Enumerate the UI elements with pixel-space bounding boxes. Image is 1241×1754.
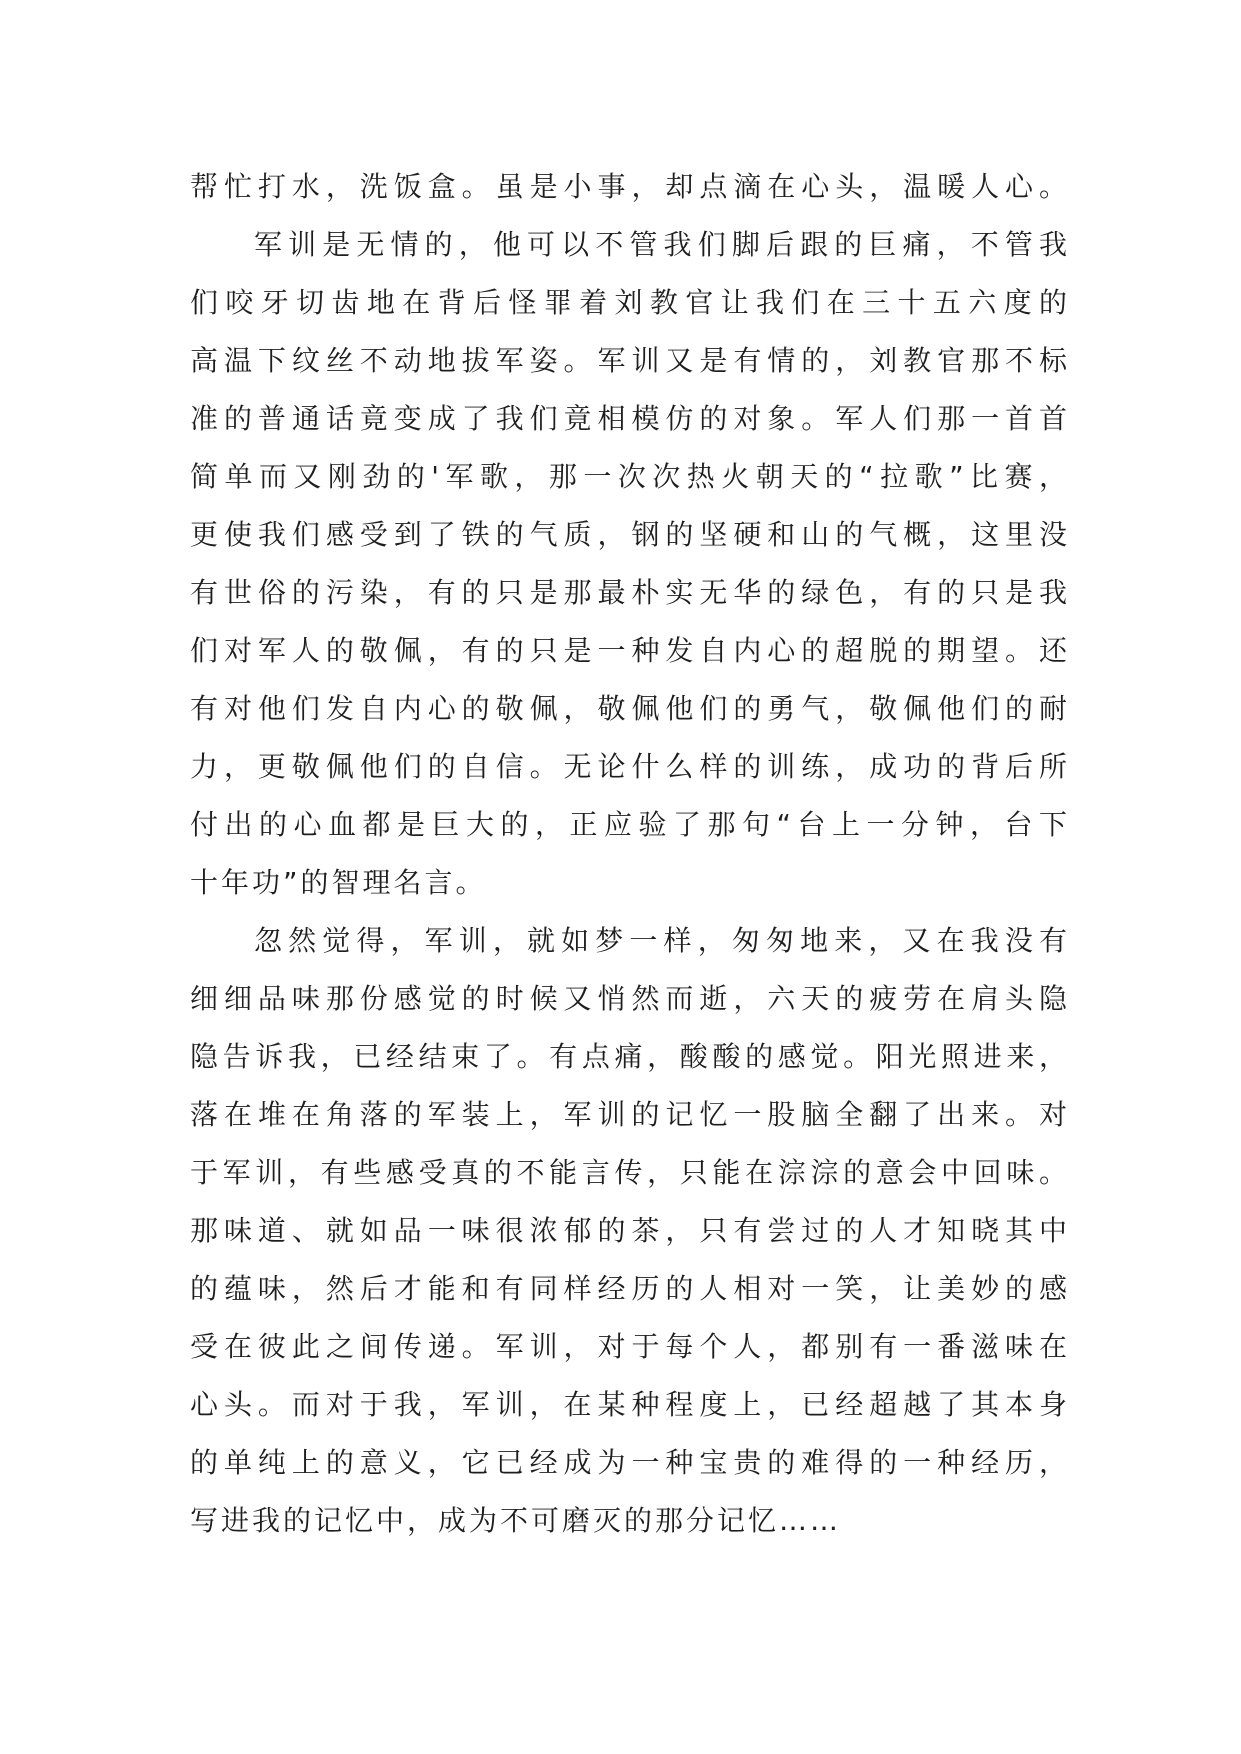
text-line: 那味道、就如品一味很浓郁的茶，只有尝过的人才知晓其中 — [190, 1214, 1070, 1247]
text-line: 的单纯上的意义，它已经成为一种宝贵的难得的一种经历， — [190, 1446, 1070, 1479]
text-line: 简单而又刚劲的'军歌，那一次次热火朝天的“拉歌”比赛， — [190, 460, 1070, 493]
text-line: 受在彼此之间传递。军训，对于每个人，都别有一番滋味在 — [190, 1330, 1070, 1363]
paragraph-last-line: 十年功”的智理名言。 — [190, 866, 487, 899]
text-line: 更使我们感受到了铁的气质，钢的坚硬和山的气概，这里没 — [190, 518, 1070, 551]
text-line: 力，更敬佩他们的自信。无论什么样的训练，成功的背后所 — [190, 750, 1070, 783]
text-line: 帮忙打水，洗饭盒。虽是小事，却点滴在心头，温暖人心。 — [190, 170, 1070, 203]
body-text — [190, 158, 1070, 1550]
text-line: 准的普通话竟变成了我们竟相模仿的对象。军人们那一首首 — [190, 402, 1070, 435]
text-line: 有世俗的污染，有的只是那最朴实无华的绿色，有的只是我 — [190, 576, 1070, 609]
paragraph-last-line: 写进我的记忆中，成为不可磨灭的那分记忆…… — [190, 1504, 842, 1537]
text-line: 于军训，有些感受真的不能言传，只能在淙淙的意会中回味。 — [190, 1156, 1070, 1189]
paragraph-first-line: 忽然觉得，军训，就如梦一样，匆匆地来，又在我没有 — [254, 924, 1070, 957]
text-line: 细细品味那份感觉的时候又悄然而逝，六天的疲劳在肩头隐 — [190, 982, 1070, 1015]
text-line: 们对军人的敬佩，有的只是一种发自内心的超脱的期望。还 — [190, 634, 1070, 667]
text-line: 心头。而对于我，军训，在某种程度上，已经超越了其本身 — [190, 1388, 1070, 1421]
text-line: 隐告诉我，已经结束了。有点痛，酸酸的感觉。阳光照进来， — [190, 1040, 1070, 1073]
text-line: 付出的心血都是巨大的，正应验了那句“台上一分钟，台下 — [190, 808, 1070, 841]
text-line: 们咬牙切齿地在背后怪罪着刘教官让我们在三十五六度的 — [190, 286, 1070, 319]
text-line: 高温下纹丝不动地拔军姿。军训又是有情的，刘教官那不标 — [190, 344, 1070, 377]
text-line: 有对他们发自内心的敬佩，敬佩他们的勇气，敬佩他们的耐 — [190, 692, 1070, 725]
text-line: 的蕴味，然后才能和有同样经历的人相对一笑，让美妙的感 — [190, 1272, 1070, 1305]
text-line: 落在堆在角落的军装上，军训的记忆一股脑全翻了出来。对 — [190, 1098, 1070, 1131]
paragraph-first-line: 军训是无情的，他可以不管我们脚后跟的巨痛，不管我 — [254, 228, 1070, 261]
